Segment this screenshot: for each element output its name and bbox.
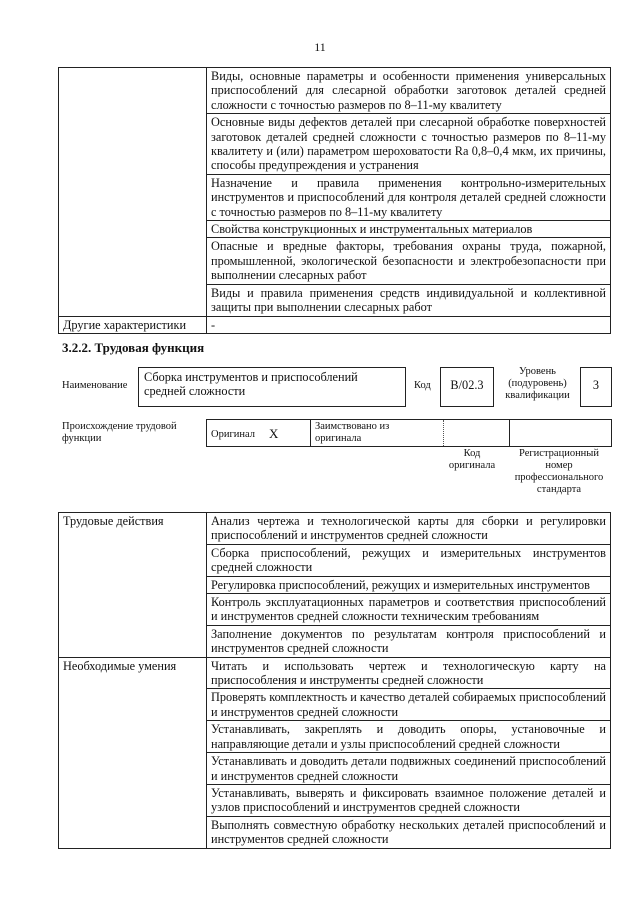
name-value-box bbox=[138, 367, 406, 407]
code-value-box bbox=[440, 367, 494, 407]
level-value: 3 bbox=[592, 378, 600, 392]
original-label: Оригинал bbox=[211, 429, 255, 440]
reg-number-caption: Регистрационный номер профессионального стандарта bbox=[514, 448, 604, 495]
borrowed-label: Заимствовано из оригинала bbox=[315, 421, 390, 444]
name-value: Сборка инструментов и приспособлений средней сложности bbox=[144, 370, 358, 398]
divider bbox=[310, 420, 311, 446]
knowledge-table bbox=[58, 67, 611, 334]
action-item: Анализ чертежа и технологической карты для сборки и регулировки приспособлений и инструментов средней сложности bbox=[207, 513, 611, 545]
action-item: Контроль эксплуатационных параметров и соответствия приспособлений и инструментов средней сложности техническим требованиям bbox=[207, 594, 611, 626]
skills-label: Необходимые умения bbox=[59, 657, 207, 848]
origin-label: Происхождение трудовой функции bbox=[62, 421, 177, 444]
skill-item: Устанавливать, закреплять и доводить опоры, установочные и направляющие детали и узлы приспособлений средней сложности bbox=[207, 721, 611, 753]
skill-item: Проверять комплектность и качество деталей собираемых приспособлений и инструментов средней сложности bbox=[207, 689, 611, 721]
table-row bbox=[59, 68, 611, 114]
knowledge-item: Виды и правила применения средств индивидуальной и коллективной защиты при выполнении слесарных работ bbox=[207, 284, 611, 316]
knowledge-item: Виды, основные параметры и особенности применения универсальных приспособлений для слесарной обработки заготовок деталей средней сложности с точностью размеров по 8–11-му квалитету bbox=[207, 68, 611, 114]
knowledge-item: Основные виды дефектов деталей при слесарной обработке поверхностей заготовок деталей средней сложности с точностью размеров по 8–11-му квалитету и (или) параметром шероховатости Ra 0,8–0,4 мкм, их причины, способы предупреждения и устранения bbox=[207, 114, 611, 175]
name-label: Наименование bbox=[62, 380, 128, 391]
origin-box bbox=[206, 419, 612, 447]
skill-item: Выполнять совместную обработку нескольких деталей приспособлений и инструментов средней сложности bbox=[207, 816, 611, 848]
skill-item: Устанавливать, выверять и фиксировать взаимное положение деталей и узлов приспособлений и инструментов средней сложности bbox=[207, 784, 611, 816]
section-heading: 3.2.2. Трудовая функция bbox=[62, 340, 205, 355]
knowledge-item: Свойства конструкционных и инструментальных материалов bbox=[207, 221, 611, 238]
other-characteristics-value: - bbox=[207, 316, 611, 333]
knowledge-item: Опасные и вредные факторы, требования охраны труда, пожарной, промышленной, экологической безопасности и электробезопасности при выполнении слесарных работ bbox=[207, 238, 611, 284]
skill-item: Устанавливать и доводить детали подвижных соединений приспособлений и инструментов средней сложности bbox=[207, 753, 611, 785]
code-value: B/02.3 bbox=[450, 378, 484, 392]
code-label: Код bbox=[414, 380, 431, 391]
page-number: 11 bbox=[314, 40, 326, 54]
knowledge-label-cell bbox=[59, 68, 207, 317]
function-table bbox=[58, 512, 611, 849]
knowledge-item: Назначение и правила применения контрольно-измерительных инструментов и приспособлений для контроля деталей средней сложности с точностью размеров по 8–11-му квалитету bbox=[207, 174, 611, 220]
divider bbox=[509, 420, 510, 446]
level-value-box bbox=[580, 367, 612, 407]
table-row bbox=[59, 316, 611, 333]
divider bbox=[443, 420, 445, 446]
action-item: Сборка приспособлений, режущих и измерительных инструментов средней сложности bbox=[207, 544, 611, 576]
code-original-caption: Код оригинала bbox=[448, 448, 496, 471]
actions-label: Трудовые действия bbox=[59, 513, 207, 658]
skill-item: Читать и использовать чертеж и технологическую карту на приспособления и инструменты средней сложности bbox=[207, 657, 611, 689]
action-item: Заполнение документов по результатам контроля приспособлений и инструментов средней сложности bbox=[207, 625, 611, 657]
table-row bbox=[59, 657, 611, 689]
original-mark: X bbox=[269, 426, 279, 441]
action-item: Регулировка приспособлений, режущих и измерительных инструментов bbox=[207, 576, 611, 593]
table-row bbox=[59, 513, 611, 545]
other-characteristics-label: Другие характеристики bbox=[59, 316, 207, 333]
level-label: Уровень (подуровень) квалификации bbox=[505, 366, 570, 401]
